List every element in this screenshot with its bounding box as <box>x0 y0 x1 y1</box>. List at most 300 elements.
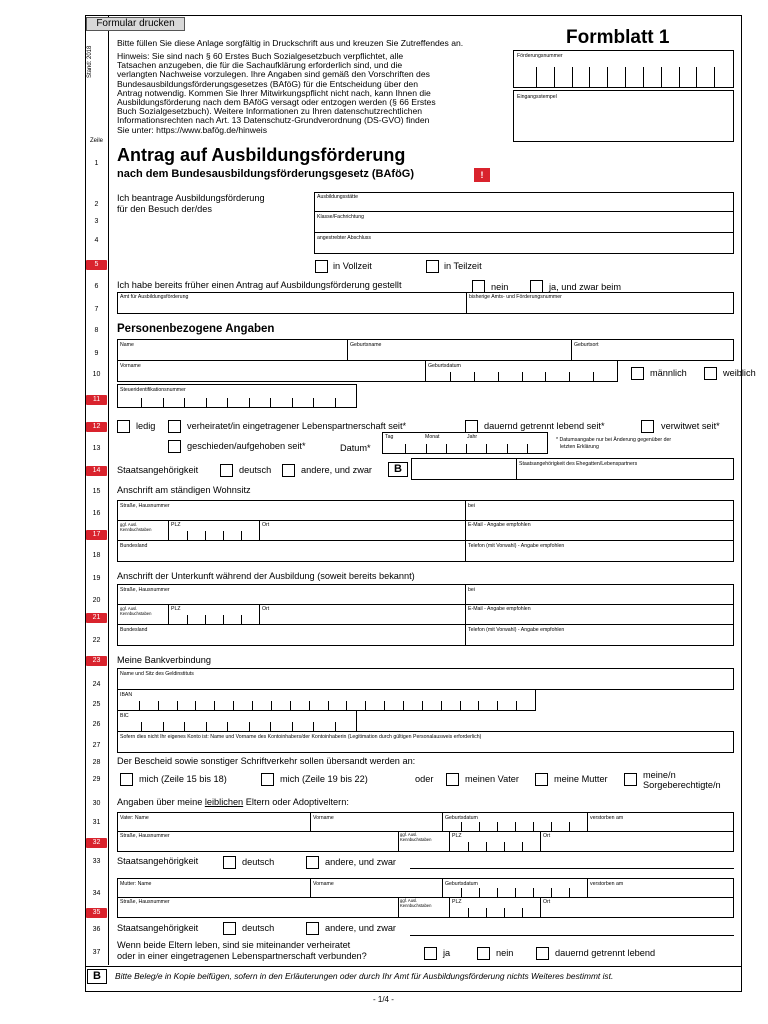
cell-divider <box>460 701 461 710</box>
mich2-label: mich (Zeile 19 bis 22) <box>280 774 368 784</box>
frueher-ja-label: ja, und zwar beim <box>549 282 622 292</box>
datumsnote-line2: letzten Erklärung <box>560 444 599 450</box>
cell-divider <box>522 842 523 851</box>
verheiratet-checkbox[interactable] <box>168 420 181 433</box>
amt-label: Amt für Ausbildungsförderung <box>120 294 189 300</box>
kenn-label: ggf. Ausl. Kennbuchstaben <box>400 898 432 908</box>
cell-divider <box>205 615 206 624</box>
page-number: - 1/4 - <box>373 995 394 1004</box>
mutter-checkbox[interactable] <box>535 773 548 786</box>
vater-deutsch-checkbox[interactable] <box>223 856 236 869</box>
hinweis-text <box>117 52 436 135</box>
cell-divider <box>271 701 272 710</box>
cell-divider <box>461 822 462 831</box>
vorname-label: Vorname <box>313 815 334 821</box>
ehe-label-1: Wenn beide Eltern leben, sind sie miteinander verheiratet <box>117 940 351 950</box>
anschrift-heading: Anschrift am ständigen Wohnsitz <box>117 485 251 495</box>
plz-label: PLZ <box>171 606 181 612</box>
geburtsdatum-label: Geburtsdatum <box>445 815 478 821</box>
ehe-ja-label: ja <box>443 948 451 958</box>
cell-divider <box>313 398 314 407</box>
hinweis-line: verlangten Nachweise vorzulegen. Ihre Angaben sind gemäß den Vorschriften des <box>117 69 430 80</box>
vollzeit-label: in Vollzeit <box>333 261 372 271</box>
line-number: 20 <box>92 597 101 604</box>
cell-divider <box>466 444 467 453</box>
geburtsort-label: Geburtsort <box>574 342 599 348</box>
andere-checkbox[interactable] <box>282 464 295 477</box>
cell-divider <box>625 67 626 87</box>
line-number: 15 <box>92 488 101 495</box>
verstorben-label: verstorben am <box>590 881 624 887</box>
datum-field[interactable] <box>382 432 548 454</box>
vorname-label: Vorname <box>313 881 334 887</box>
klasse-label: Klasse/Fachrichtung <box>317 214 364 220</box>
cell-divider <box>486 842 487 851</box>
ehe-nein-checkbox[interactable] <box>477 947 490 960</box>
geschieden-checkbox[interactable] <box>168 440 181 453</box>
hinweis-line: Bundesausbildungsförderungsgesetzes (BAföG) für die Entscheidung über den <box>117 78 418 89</box>
kenn-label: ggf. Ausl. Kennbuchstaben <box>400 832 432 842</box>
line-number: 26 <box>92 721 101 728</box>
line-number: 18 <box>92 552 101 559</box>
line-number: 5 <box>86 260 107 270</box>
vater-andere-label: andere, und zwar <box>325 857 396 867</box>
line-number: 27 <box>92 742 101 749</box>
cell-divider <box>206 722 207 731</box>
stand-label: Stand: 2018 <box>87 45 93 78</box>
vater-deutsch-label: deutsch <box>242 857 275 867</box>
cell-divider <box>346 701 347 710</box>
tag-label: Tag <box>385 434 394 440</box>
print-button[interactable]: Formular drucken <box>86 17 185 31</box>
cell-divider <box>177 701 178 710</box>
datumsnote-line1: * Datumsangabe nur bei Änderung gegenüber der <box>556 437 672 443</box>
cell-divider <box>309 701 310 710</box>
cell-divider <box>569 888 570 897</box>
cell-divider <box>158 701 159 710</box>
hinweis-line: Sie unter: https://www.bafög.de/hinweis <box>117 124 267 135</box>
kenn-label: ggf. Ausl. Kennbuchstaben <box>120 522 152 532</box>
cell-divider <box>522 372 523 381</box>
eingangsstempel-field <box>513 90 734 142</box>
kreditinstitut-field[interactable] <box>117 668 734 690</box>
besuch-label: für den Besuch der/des <box>117 204 212 214</box>
alert-icon: ! <box>474 168 490 182</box>
cell-divider <box>328 701 329 710</box>
verheiratet-label: verheiratet/in eingetragener Lebenspartnerschaft seit* <box>187 421 407 431</box>
plz-cells <box>450 842 540 851</box>
plz-cells <box>450 908 540 917</box>
ehe-label-2: oder in einer eingetragenen Lebenspartnerschaft verbunden? <box>117 951 367 961</box>
ausbildungsstaette-field[interactable] <box>314 192 734 212</box>
cell-divider <box>545 372 546 381</box>
verwitwet-checkbox[interactable] <box>641 420 654 433</box>
maennlich-label: männlich <box>650 368 687 378</box>
plz-label: PLZ <box>171 522 181 528</box>
cell-divider <box>249 398 250 407</box>
name-label: Name <box>120 342 134 348</box>
cell-divider <box>569 372 570 381</box>
cell-divider <box>214 701 215 710</box>
kontoinhaber-field[interactable] <box>117 731 734 753</box>
cell-divider <box>714 67 715 87</box>
maennlich-checkbox[interactable] <box>631 367 644 380</box>
foerderungsnummer-cells <box>518 78 732 87</box>
line-number: 29 <box>92 776 101 783</box>
line-number: 23 <box>86 656 107 666</box>
cell-divider <box>479 822 480 831</box>
ausbildungsstaette-label: Ausbildungsstätte <box>317 194 358 200</box>
cell-divider <box>504 842 505 851</box>
cell-divider <box>589 67 590 87</box>
line-number: 3 <box>94 218 99 225</box>
bundesland-label: Bundesland <box>120 543 148 549</box>
geburtsdatum-cells <box>443 822 587 831</box>
cell-divider <box>384 701 385 710</box>
hinweis-line: Informationsrechten nach Art. 13 Datenschutz-Grundverordnung (DS-GVO) finden <box>117 115 430 126</box>
page-subtitle: nach dem Bundesausbildungsförderungsgesetz (BAföG) <box>117 168 415 180</box>
line-number: 31 <box>92 819 101 826</box>
line-number: 14 <box>86 466 107 476</box>
vorname-label: Vorname <box>120 363 141 369</box>
cell-divider <box>163 398 164 407</box>
cell-divider <box>551 822 552 831</box>
cell-divider <box>497 822 498 831</box>
cell-divider <box>661 67 662 87</box>
hinweis-line: Hinweis: Sie sind nach § 60 Erstes Buch Sozialgesetzbuch verpflichtet, alle <box>117 51 404 61</box>
abschluss-field[interactable] <box>314 232 734 254</box>
mich1-label: mich (Zeile 15 bis 18) <box>139 774 227 784</box>
hinweis-line: Buch Sozialgesetzbuch). Weitere Informationen zu Ihren datenschutzrechtlichen <box>117 106 423 117</box>
cell-divider <box>163 722 164 731</box>
vater-checkbox[interactable] <box>446 773 459 786</box>
vater-andere-checkbox[interactable] <box>306 856 319 869</box>
telefon-label: Telefon (mit Vorwahl) - Angabe empfohlen <box>468 627 565 633</box>
cell-divider <box>252 701 253 710</box>
line-number: 1 <box>94 160 99 167</box>
line-number-column-divider <box>108 15 109 965</box>
cell-divider <box>223 531 224 540</box>
geburtsdatum-cells <box>443 888 587 897</box>
plz-cells <box>169 615 259 624</box>
line-number: 16 <box>92 510 101 517</box>
cell-divider <box>292 722 293 731</box>
steuer-field[interactable] <box>117 384 357 408</box>
kenn-label: ggf. Ausl. Kennbuchstaben <box>120 606 152 616</box>
iban-field[interactable] <box>117 689 536 711</box>
cell-divider <box>450 372 451 381</box>
line-number: 13 <box>92 445 101 452</box>
cell-divider <box>572 67 573 87</box>
oder-label: oder <box>415 774 434 784</box>
plz-label: PLZ <box>452 899 462 905</box>
cell-divider <box>468 842 469 851</box>
teilzeit-label: in Teilzeit <box>444 261 482 271</box>
vater-staats-label: Staatsangehörigkeit <box>117 856 199 866</box>
cell-divider <box>527 444 528 453</box>
cell-divider <box>205 531 206 540</box>
cell-divider <box>241 531 242 540</box>
staatsangehoerigkeit-field[interactable] <box>411 458 734 480</box>
email-label: E-Mail - Angabe empfohlen <box>468 522 531 528</box>
cell-divider <box>515 822 516 831</box>
cell-divider <box>504 908 505 917</box>
mutter-label: meine Mutter <box>554 774 608 784</box>
cell-divider <box>696 67 697 87</box>
beleg-badge: B <box>388 462 408 477</box>
line-number: 10 <box>92 371 101 378</box>
bic-field[interactable] <box>117 710 357 732</box>
eingangsstempel-label: Eingangsstempel <box>517 94 557 100</box>
frueherer-antrag-label: Ich habe bereits früher einen Antrag auf Ausbildungsförderung gestellt <box>117 280 402 290</box>
cell-divider <box>498 372 499 381</box>
foerderungsnummer-field[interactable] <box>513 50 734 88</box>
sorge-label-1: meine/n <box>643 770 676 780</box>
cell-divider <box>569 822 570 831</box>
sorge-label-2: Sorgeberechtigte/n <box>643 780 721 790</box>
unterkunft-heading: Anschrift der Unterkunft während der Ausbildung (soweit bereits bekannt) <box>117 571 415 581</box>
ehe-getrennt-label: dauernd getrennt lebend <box>555 948 656 958</box>
plz-cells <box>169 531 259 540</box>
unterkunft-block[interactable] <box>117 584 734 646</box>
cell-divider <box>478 701 479 710</box>
personen-heading: Personenbezogene Angaben <box>117 323 275 335</box>
page-title: Antrag auf Ausbildungsförderung <box>117 145 406 165</box>
line-number: 37 <box>92 949 101 956</box>
cell-divider <box>233 701 234 710</box>
vater-block[interactable] <box>117 812 734 852</box>
cell-divider <box>195 701 196 710</box>
line-number: 33 <box>92 858 101 865</box>
line-number: 36 <box>92 926 101 933</box>
cell-divider <box>486 908 487 917</box>
cell-divider <box>551 888 552 897</box>
mutter-staats-label: Staatsangehörigkeit <box>117 923 199 933</box>
mutter-block[interactable] <box>117 878 734 918</box>
intro-text: Bitte füllen Sie diese Anlage sorgfältig in Druckschrift aus und kreuzen Sie Zutreffendes an. <box>117 38 464 48</box>
line-number: 28 <box>92 759 101 766</box>
weiblich-checkbox[interactable] <box>704 367 717 380</box>
anschrift-block[interactable] <box>117 500 734 562</box>
ledig-label: ledig <box>136 421 156 431</box>
telefon-label: Telefon (mit Vorwahl) - Angabe empfohlen <box>468 543 565 549</box>
footer-divider <box>85 966 742 967</box>
ehe-ja-checkbox[interactable] <box>424 947 437 960</box>
verstorben-label: verstorben am <box>590 815 624 821</box>
mich2-checkbox[interactable] <box>261 773 274 786</box>
geburtsdatum-label: Geburtsdatum <box>428 363 461 369</box>
line-number: 6 <box>94 283 99 290</box>
cell-divider <box>184 722 185 731</box>
geburtsdatum-label: Geburtsdatum <box>445 881 478 887</box>
footer-beleg-badge: B <box>87 969 107 984</box>
bic-cells <box>120 722 356 731</box>
line-number: 35 <box>86 908 107 918</box>
foerderungsnummer-label: Förderungsnummer <box>517 53 563 59</box>
ort-label: Ort <box>262 522 270 528</box>
cell-divider <box>593 372 594 381</box>
mutter-deutsch-checkbox[interactable] <box>223 922 236 935</box>
line-number: 11 <box>86 395 107 405</box>
line-number: 8 <box>94 327 99 334</box>
cell-divider <box>139 701 140 710</box>
deutsch-checkbox[interactable] <box>220 464 233 477</box>
iban-cells <box>120 701 535 710</box>
vater-name-label: Vater: Name <box>120 815 149 821</box>
line-number: 4 <box>94 237 99 244</box>
cell-divider <box>441 701 442 710</box>
bisherige-label: bisherige Amts- und Förderungsnummer <box>469 294 562 300</box>
deutsch-label: deutsch <box>239 465 272 475</box>
line-number: 34 <box>92 890 101 897</box>
cell-divider <box>516 701 517 710</box>
email-label: E-Mail - Angabe empfohlen <box>468 606 531 612</box>
cell-divider <box>187 531 188 540</box>
cell-divider <box>365 701 366 710</box>
strasse-label: Straße, Hausnummer <box>120 587 170 593</box>
strasse-label: Straße, Hausnummer <box>120 833 170 839</box>
mutter-deutsch-label: deutsch <box>242 923 275 933</box>
steuer-cells <box>120 398 356 407</box>
ledig-checkbox[interactable] <box>117 420 130 433</box>
getrennt-label: dauernd getrennt lebend seit* <box>484 421 605 431</box>
mutter-name-label: Mutter: Name <box>120 881 152 887</box>
cell-divider <box>290 701 291 710</box>
cell-divider <box>141 722 142 731</box>
ort-label: Ort <box>543 899 551 905</box>
hinweis-line: Ausbildungsförderung nach dem BAföG versagt oder entzogen werden (§ 66 Erstes <box>117 97 436 108</box>
line-number: 9 <box>94 350 99 357</box>
cell-divider <box>679 67 680 87</box>
cell-divider <box>554 67 555 87</box>
monat-label: Monat <box>425 434 440 440</box>
footer-note: Bitte Beleg/e in Kopie beifügen, sofern in den Erläuterungen oder durch Ihr Amt für Ausbildungsförderung nichts Weiteres bestimmt ist. <box>115 971 614 981</box>
line-number: 21 <box>86 613 107 623</box>
mutter-andere-line[interactable] <box>410 935 734 936</box>
mutter-andere-label: andere, und zwar <box>325 923 396 933</box>
line-number: 22 <box>92 637 101 644</box>
cell-divider <box>292 398 293 407</box>
bic-label: BIC <box>120 713 129 719</box>
cell-divider <box>426 444 427 453</box>
ort-label: Ort <box>262 606 270 612</box>
cell-divider <box>422 701 423 710</box>
cell-divider <box>497 888 498 897</box>
geburtsname-label: Geburtsname <box>350 342 382 348</box>
cell-divider <box>533 822 534 831</box>
cell-divider <box>227 722 228 731</box>
cell-divider <box>249 722 250 731</box>
cell-divider <box>461 888 462 897</box>
cell-divider <box>141 398 142 407</box>
strasse-label: Straße, Hausnummer <box>120 503 170 509</box>
line-number: 19 <box>92 575 101 582</box>
cell-divider <box>479 888 480 897</box>
abschluss-label: angestrebter Abschluss <box>317 235 371 241</box>
weiblich-label: weiblich <box>723 368 756 378</box>
line-number: 24 <box>92 681 101 688</box>
eltern-heading: Angaben über meine leiblichen Eltern oder Adoptiveltern: <box>117 797 349 807</box>
line-number: 7 <box>94 306 99 313</box>
geschieden-label: geschieden/aufgehoben seit* <box>187 441 306 451</box>
cell-divider <box>206 398 207 407</box>
steuer-label: Steueridentifikationsnummer <box>120 387 186 393</box>
cell-divider <box>474 372 475 381</box>
vater-andere-line[interactable] <box>410 868 734 869</box>
staats-ehe-label: Staatsangehörigkeit des Ehegatten/Lebenspartners <box>519 461 638 467</box>
sorgeberechtigte-checkbox[interactable] <box>624 773 637 786</box>
bei-label: bei <box>468 587 475 593</box>
name-row[interactable] <box>117 339 734 361</box>
kontoinhaber-label: Sofern dies nicht Ihr eigenes Konto ist: Name und Vorname des Kontoinhabers/der Kontoinhaberin (Legitimation durch gültigen Personalausweis erforderlich) <box>120 734 482 740</box>
hinweis-line: Antrag notwendig. Kommen Sie Ihrer Mitwirkungspflicht nicht nach, kann Ihnen die <box>117 87 431 98</box>
line-number: 32 <box>86 838 107 848</box>
hinweis-line: Tatsachen anzugeben, die für die Sachaufklärung erforderlich sind, und die <box>117 60 403 71</box>
cell-divider <box>184 398 185 407</box>
cell-divider <box>497 701 498 710</box>
vater-label: meinen Vater <box>465 774 519 784</box>
cell-divider <box>223 615 224 624</box>
plz-label: PLZ <box>452 833 462 839</box>
cell-divider <box>405 444 406 453</box>
cell-divider <box>335 722 336 731</box>
cell-divider <box>515 888 516 897</box>
ehe-nein-label: nein <box>496 948 514 958</box>
klasse-field[interactable] <box>314 211 734 233</box>
mich1-checkbox[interactable] <box>120 773 133 786</box>
amt-row <box>117 292 734 314</box>
iban-label: IBAN <box>120 692 133 698</box>
vorname-row[interactable] <box>117 360 618 382</box>
line-number: 2 <box>94 201 99 208</box>
frueher-nein-label: nein <box>491 282 509 292</box>
bescheid-label: Der Bescheid sowie sonstiger Schriftverkehr sollen übersandt werden an: <box>117 756 416 766</box>
cell-divider <box>536 67 537 87</box>
datum-label: Datum* <box>340 443 371 453</box>
formblatt-title: Formblatt 1 <box>566 27 670 48</box>
line-number: 30 <box>92 800 101 807</box>
bank-heading: Meine Bankverbindung <box>117 655 211 665</box>
cell-divider <box>446 444 447 453</box>
ehe-getrennt-checkbox[interactable] <box>536 947 549 960</box>
cell-divider <box>607 67 608 87</box>
cell-divider <box>486 444 487 453</box>
mutter-andere-checkbox[interactable] <box>306 922 319 935</box>
vollzeit-checkbox[interactable] <box>315 260 328 273</box>
geburtsdatum-cells <box>426 372 617 381</box>
cell-divider <box>468 908 469 917</box>
cell-divider <box>270 398 271 407</box>
line-number: 12 <box>86 422 107 432</box>
staatsangehoerigkeit-label: Staatsangehörigkeit <box>117 465 199 475</box>
cell-divider <box>522 908 523 917</box>
cell-divider <box>335 398 336 407</box>
bei-label: bei <box>468 503 475 509</box>
verwitwet-label: verwitwet seit* <box>661 421 720 431</box>
zeile-label: Zeile <box>89 138 103 144</box>
cell-divider <box>241 615 242 624</box>
teilzeit-checkbox[interactable] <box>426 260 439 273</box>
cell-divider <box>403 701 404 710</box>
line-number: 25 <box>92 701 101 708</box>
kreditinstitut-label: Name und Sitz des Geldinstituts <box>120 671 194 677</box>
cell-divider <box>227 398 228 407</box>
andere-label: andere, und zwar <box>301 465 372 475</box>
cell-divider <box>270 722 271 731</box>
jahr-label: Jahr <box>467 434 478 440</box>
line-number: 17 <box>86 530 107 540</box>
bundesland-label: Bundesland <box>120 627 148 633</box>
